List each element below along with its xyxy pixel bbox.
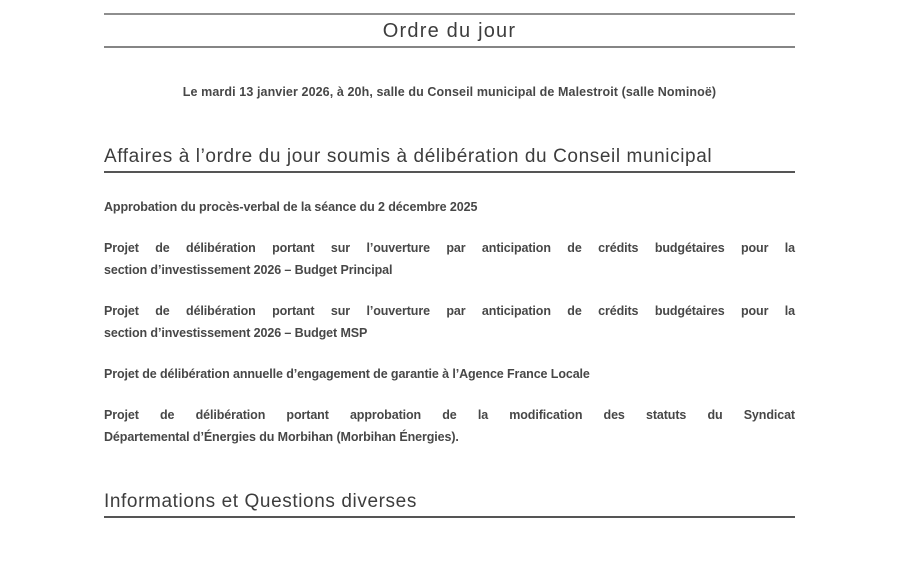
agenda-item-line: Approbation du procès-verbal de la séance du 2 décembre 2025 <box>104 200 478 214</box>
agenda-item <box>104 196 795 218</box>
title-band <box>104 13 795 48</box>
agenda-item-line: section d’investissement 2026 – Budget Principal <box>104 263 393 277</box>
agenda-item <box>104 363 795 385</box>
page-title: Ordre du jour <box>382 20 517 42</box>
agenda-item-line: Projet de délibération portant approbation de la modification des statuts du Syndicat <box>104 408 795 422</box>
agenda-item <box>104 404 795 448</box>
agenda-item-line: section d’investissement 2026 – Budget MSP <box>104 326 368 340</box>
section-heading-deliberations: Affaires à l’ordre du jour soumis à délibération du Conseil municipal <box>104 146 795 173</box>
agenda-item-line: Projet de délibération portant sur l’ouverture par anticipation de crédits budgétaires pour la <box>104 241 795 255</box>
meeting-date-line: Le mardi 13 janvier 2026, à 20h, salle du Conseil municipal de Malestroit (salle Nominoë) <box>182 85 717 99</box>
agenda-items-list <box>104 196 795 448</box>
agenda-item <box>104 237 795 281</box>
section-heading-informations: Informations et Questions diverses <box>104 491 795 518</box>
agenda-item-line: Départemental d’Énergies du Morbihan (Morbihan Énergies). <box>104 430 459 444</box>
agenda-item <box>104 300 795 344</box>
agenda-item-line: Projet de délibération annuelle d’engagement de garantie à l’Agence France Locale <box>104 367 590 381</box>
document-content <box>104 0 795 518</box>
agenda-item-line: Projet de délibération portant sur l’ouverture par anticipation de crédits budgétaires pour la <box>104 304 795 318</box>
